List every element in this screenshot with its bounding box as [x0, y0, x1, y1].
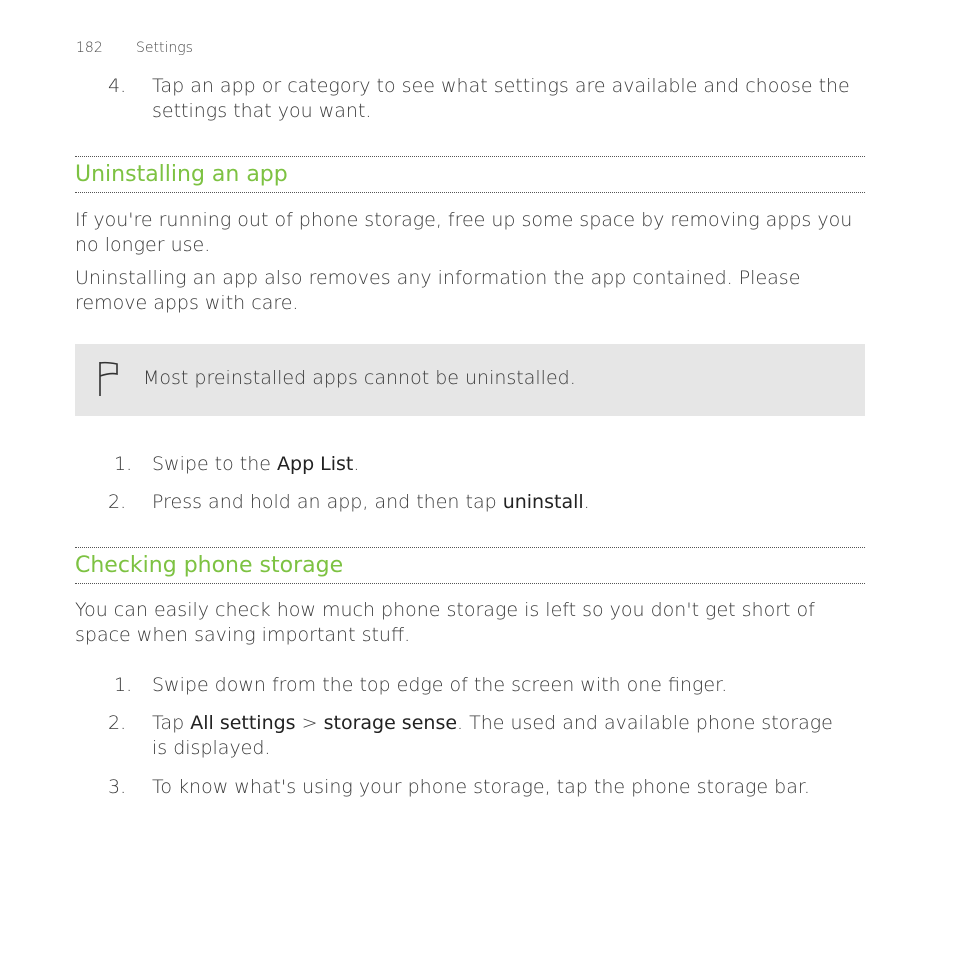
section-title: Settings — [136, 40, 193, 56]
heading-uninstalling: Uninstalling an app — [75, 162, 288, 187]
step-number: 1. — [114, 674, 133, 696]
step-text: Tap All settings > storage sense. The used and available phone storage is displayed. — [152, 712, 833, 759]
step-text: Tap an app or category to see what settings are available and choose the settings that you want. — [152, 75, 850, 122]
note-box — [75, 344, 865, 416]
step-number: 2. — [108, 712, 127, 734]
divider — [75, 156, 865, 157]
divider — [75, 547, 865, 548]
all-settings-term: All settings — [190, 712, 296, 734]
app-list-term: App List — [277, 453, 354, 475]
step-text: Swipe to the App List. — [152, 453, 360, 475]
uninstall-paragraph-1: If you're running out of phone storage, free up some space by removing apps you no longer use. — [75, 209, 853, 256]
storage-sense-term: storage sense — [323, 712, 458, 734]
uninstall-term: uninstall — [502, 491, 584, 513]
storage-paragraph: You can easily check how much phone storage is left so you don't get short of space when saving important stuff. — [75, 599, 815, 646]
step-text: To know what's using your phone storage, tap the phone storage bar. — [152, 776, 810, 798]
heading-checking-storage: Checking phone storage — [75, 553, 344, 578]
step-number: 3. — [108, 776, 127, 798]
page-header — [76, 40, 193, 56]
uninstall-paragraph-2: Uninstalling an app also removes any information the app contained. Please remove apps with care. — [75, 267, 801, 314]
flag-icon — [97, 360, 121, 402]
divider — [75, 583, 865, 584]
step-text: Press and hold an app, and then tap uninstall. — [152, 491, 590, 513]
divider — [75, 192, 865, 193]
step-number: 4. — [108, 75, 127, 97]
page-number: 182 — [76, 40, 103, 56]
step-number: 2. — [108, 491, 127, 513]
note-text: Most preinstalled apps cannot be uninstalled. — [143, 367, 576, 389]
step-number: 1. — [114, 453, 133, 475]
step-text: Swipe down from the top edge of the screen with one finger. — [152, 674, 728, 696]
